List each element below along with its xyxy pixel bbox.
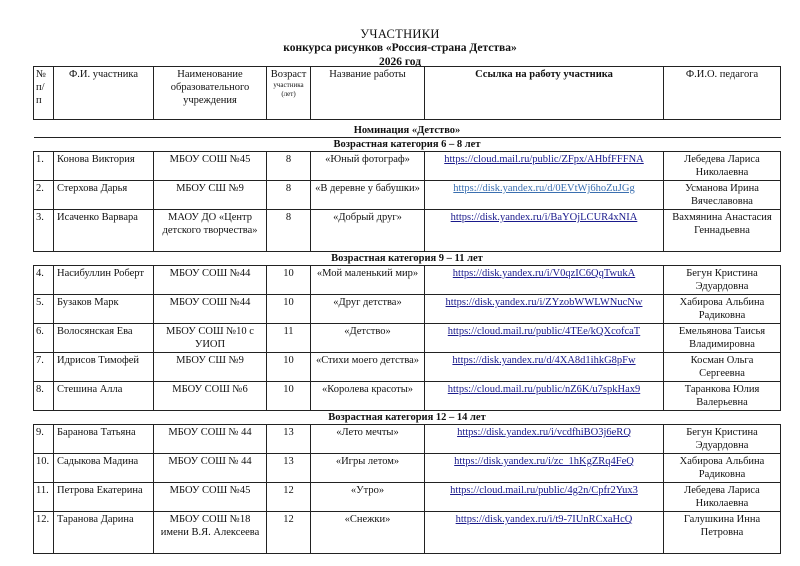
row-num: 2. — [34, 181, 54, 210]
participant-age: 12 — [267, 483, 311, 512]
table-row — [34, 210, 781, 252]
teacher-name: Лебедева Лариса Николаевна — [664, 152, 781, 181]
table-row — [34, 353, 781, 382]
header-num: № п/ п — [34, 67, 54, 120]
work-link[interactable]: https://disk.yandex.ru/i/zc_1hKgZRq4FeQ — [454, 456, 634, 467]
header-teacher: Ф.И.О. педагога — [664, 67, 781, 120]
row-num: 3. — [34, 210, 54, 252]
link-cell — [425, 425, 664, 454]
link-cell — [425, 295, 664, 324]
category-row — [34, 138, 781, 152]
link-cell — [425, 454, 664, 483]
work-link[interactable]: https://disk.yandex.ru/d/0EVtWj6hoZuJGg — [453, 183, 635, 194]
category-row — [34, 411, 781, 425]
participant-name: Баранова Татьяна — [54, 425, 154, 454]
link-cell — [425, 483, 664, 512]
school-name: МБОУ СОШ №6 — [154, 382, 267, 411]
participant-name: Петрова Екатерина — [54, 483, 154, 512]
row-num: 4. — [34, 266, 54, 295]
document-year: 2026 год — [378, 56, 422, 68]
link-cell — [425, 324, 664, 353]
work-link[interactable]: https://cloud.mail.ru/public/4g2n/Cpfr2Yux3 — [450, 485, 638, 496]
work-title: «Снежки» — [311, 512, 425, 554]
category-title: Возрастная категория 6 – 8 лет — [34, 138, 781, 152]
table-row — [34, 483, 781, 512]
school-name: МБОУ СОШ №44 — [154, 266, 267, 295]
teacher-name: Бегун Кристина Эдуардовна — [664, 266, 781, 295]
teacher-name: Лебедева Лариса Николаевна — [664, 483, 781, 512]
link-cell — [425, 210, 664, 252]
header-name: Ф.И. участника — [54, 67, 154, 120]
category-title: Возрастная категория 9 – 11 лет — [34, 252, 781, 266]
school-name: МАОУ ДО «Центр детского творчества» — [154, 210, 267, 252]
school-name: МБОУ СОШ №10 с УИОП — [154, 324, 267, 353]
table-row — [34, 382, 781, 411]
table-row — [34, 454, 781, 483]
work-link[interactable]: https://disk.yandex.ru/i/ZYzobWWLWNucNw — [445, 297, 643, 308]
header-work: Название работы — [311, 67, 425, 120]
link-cell — [425, 181, 664, 210]
header-age-label: Возраст — [270, 69, 307, 80]
participant-age: 10 — [267, 295, 311, 324]
participant-name: Насибуллин Роберт — [54, 266, 154, 295]
table-header-row — [34, 67, 781, 120]
teacher-name: Вахмянина Анастасия Геннадьевна — [664, 210, 781, 252]
table-row — [34, 266, 781, 295]
teacher-name: Таранкова Юлия Валерьевна — [664, 382, 781, 411]
school-name: МБОУ СОШ №45 — [154, 483, 267, 512]
row-num: 12. — [34, 512, 54, 554]
nomination-title: Номинация «Детство» — [34, 120, 781, 138]
participant-age: 8 — [267, 210, 311, 252]
work-link[interactable]: https://disk.yandex.ru/i/BaYOjLCUR4xNIA — [450, 212, 638, 223]
teacher-name: Емельянова Таисья Владимировна — [664, 324, 781, 353]
participant-age: 10 — [267, 353, 311, 382]
work-link[interactable]: https://disk.yandex.ru/i/vcdfhiBO3j6eRQ — [457, 427, 631, 438]
row-num: 9. — [34, 425, 54, 454]
school-name: МБОУ СОШ №18 имени В.Я. Алексеева — [154, 512, 267, 554]
participant-name: Идрисов Тимофей — [54, 353, 154, 382]
table-row — [34, 512, 781, 554]
teacher-name: Галушкина Инна Петровна — [664, 512, 781, 554]
category-title: Возрастная категория 12 – 14 лет — [34, 411, 781, 425]
work-title: «Игры летом» — [311, 454, 425, 483]
school-name: МБОУ СОШ №45 — [154, 152, 267, 181]
participant-age: 8 — [267, 181, 311, 210]
participant-name: Стешина Алла — [54, 382, 154, 411]
work-link[interactable]: https://disk.yandex.ru/d/4XA8d1ihkG8pFw — [452, 355, 636, 366]
participant-age: 10 — [267, 266, 311, 295]
table-row — [34, 181, 781, 210]
header-age-sub: участника (лет) — [273, 81, 304, 98]
teacher-name: Усманова Ирина Вячеславовна — [664, 181, 781, 210]
link-cell — [425, 266, 664, 295]
participants-table — [33, 66, 781, 554]
work-title: «В деревне у бабушки» — [311, 181, 425, 210]
participant-name: Бузаков Марк — [54, 295, 154, 324]
participant-name: Таранова Дарина — [54, 512, 154, 554]
participant-name: Конова Виктория — [54, 152, 154, 181]
teacher-name: Бегун Кристина Эдуардовна — [664, 425, 781, 454]
document-title: УЧАСТНИКИ — [360, 27, 440, 41]
participant-age: 10 — [267, 382, 311, 411]
link-cell — [425, 382, 664, 411]
school-name: МБОУ СШ №9 — [154, 181, 267, 210]
teacher-name: Хабирова Альбина Радиковна — [664, 295, 781, 324]
table-row — [34, 425, 781, 454]
table-row — [34, 295, 781, 324]
participant-name: Волосянская Ева — [54, 324, 154, 353]
work-title: «Детство» — [311, 324, 425, 353]
work-title: «Мой маленький мир» — [311, 266, 425, 295]
work-title: «Лето мечты» — [311, 425, 425, 454]
link-cell — [425, 353, 664, 382]
table-row — [34, 152, 781, 181]
row-num: 6. — [34, 324, 54, 353]
school-name: МБОУ СШ №9 — [154, 353, 267, 382]
work-title: «Друг детства» — [311, 295, 425, 324]
participant-name: Стерхова Дарья — [54, 181, 154, 210]
teacher-name: Косман Ольга Сергеевна — [664, 353, 781, 382]
participant-age: 13 — [267, 425, 311, 454]
work-link[interactable]: https://cloud.mail.ru/public/4TEe/kQXcofcaT — [447, 326, 641, 337]
header-age — [267, 67, 311, 120]
participant-name: Исаченко Варвара — [54, 210, 154, 252]
work-title: «Юный фотограф» — [311, 152, 425, 181]
participant-age: 13 — [267, 454, 311, 483]
work-title: «Утро» — [311, 483, 425, 512]
work-title: «Королева красоты» — [311, 382, 425, 411]
work-link[interactable]: https://cloud.mail.ru/public/ZFpx/AHbfFFFNA — [444, 154, 644, 165]
school-name: МБОУ СОШ №44 — [154, 295, 267, 324]
link-cell — [425, 512, 664, 554]
school-name: МБОУ СОШ № 44 — [154, 425, 267, 454]
row-num: 8. — [34, 382, 54, 411]
document-subtitle: конкурса рисунков «Россия-страна Детства» — [283, 42, 517, 54]
participant-age: 11 — [267, 324, 311, 353]
teacher-name: Хабирова Альбина Радиковна — [664, 454, 781, 483]
participant-name: Садыкова Мадина — [54, 454, 154, 483]
participant-age: 8 — [267, 152, 311, 181]
row-num: 11. — [34, 483, 54, 512]
table-row — [34, 324, 781, 353]
category-row — [34, 252, 781, 266]
work-title: «Добрый друг» — [311, 210, 425, 252]
header-link: Ссылка на работу участника — [425, 67, 664, 120]
participant-age: 12 — [267, 512, 311, 554]
row-num: 10. — [34, 454, 54, 483]
row-num: 5. — [34, 295, 54, 324]
row-num: 1. — [34, 152, 54, 181]
header-school: Наименование образовательного учреждения — [154, 67, 267, 120]
nomination-row — [34, 120, 781, 138]
work-title: «Стихи моего детства» — [311, 353, 425, 382]
work-link[interactable]: https://cloud.mail.ru/public/nZ6K/u7spkHax9 — [447, 384, 641, 395]
link-cell — [425, 152, 664, 181]
work-link[interactable]: https://disk.yandex.ru/i/t9-7IUnRCxaHcQ — [455, 514, 633, 525]
school-name: МБОУ СОШ № 44 — [154, 454, 267, 483]
work-link[interactable]: https://disk.yandex.ru/i/V0qzIC6QqTwukA — [452, 268, 636, 279]
row-num: 7. — [34, 353, 54, 382]
